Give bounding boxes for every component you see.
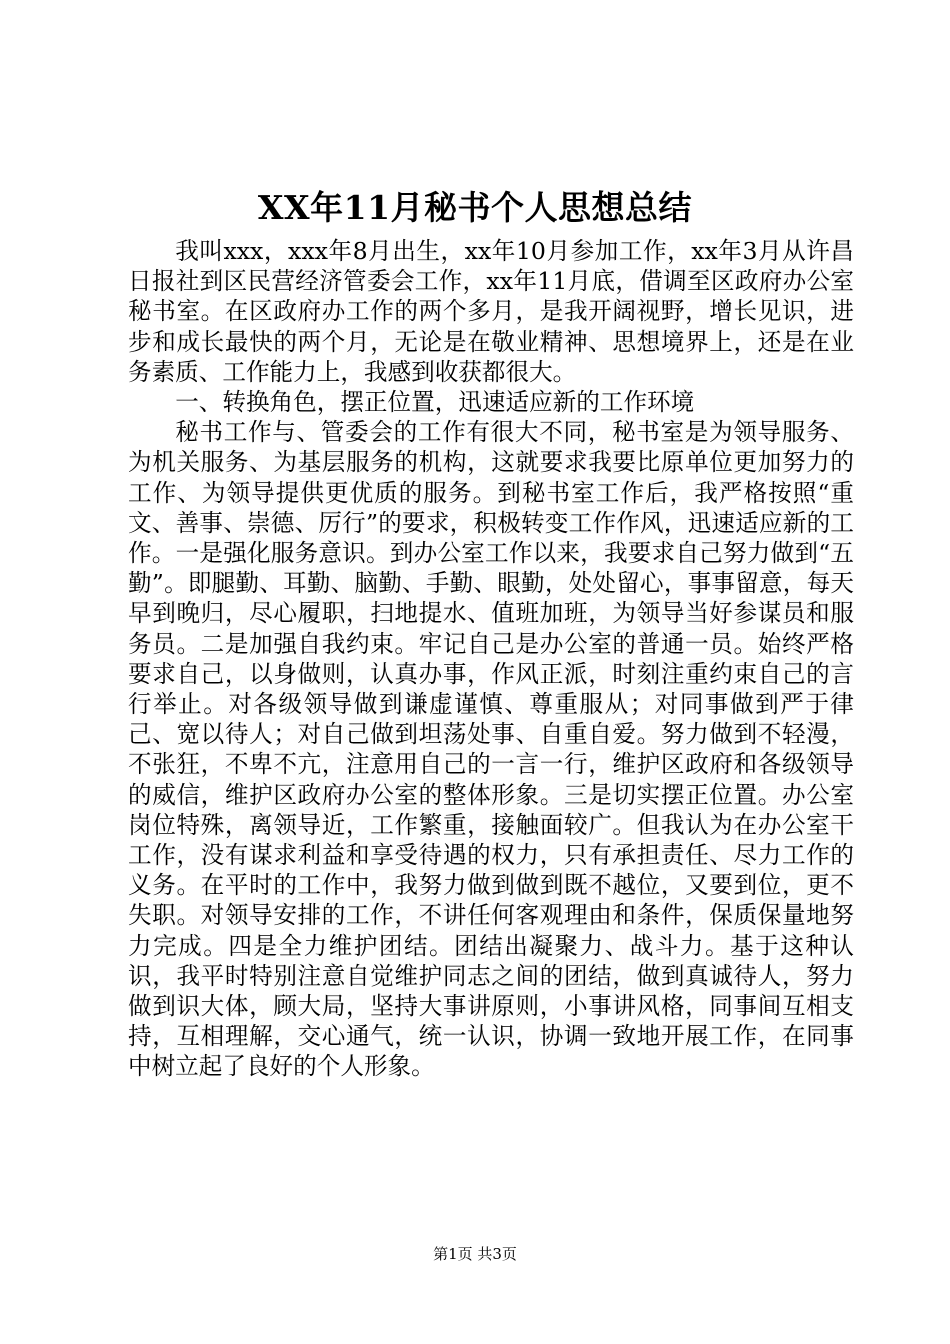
paragraph-intro: 我叫xxx，xxx年8月出生，xx年10月参加工作，xx年3月从许昌日报社到区民营经济管委会工作，xx年11月底，借调至区政府办公室秘书室。在区政府办工作的两个多月，是我开阔视野，增长见识，进步和成长最快的两个月，无论是在敬业精神、思想境界上，还是在业务素质、工作能力上，我感到收获都很大。	[128, 237, 854, 386]
document-title: XX年11月秘书个人思想总结	[257, 188, 693, 227]
document-body	[128, 236, 854, 1082]
section-heading: 一、转换角色，摆正位置，迅速适应新的工作环境	[175, 388, 695, 417]
paragraph-section-one: 秘书工作与、管委会的工作有很大不同，秘书室是为领导服务、为机关服务、为基层服务的机构，这就要求我要比原单位更加努力的工作、为领导提供更优质的服务。到秘书室工作后，我严格按照“重文、善事、崇德、厉行”的要求，积极转变工作作风，迅速适应新的工作。一是强化服务意识。到办公室工作以来，我要求自己努力做到“五勤”。即腿勤、耳勤、脑勤、手勤、眼勤，处处留心，事事留意，每天早到晚归，尽心履职，扫地提水、值班加班，为领导当好参谋员和服务员。二是加强自我约束。牢记自己是办公室的普通一员。始终严格要求自己，以身做则，认真办事，作风正派，时刻注重约束自己的言行举止。对各级领导做到谦虚谨慎、尊重服从；对同事做到严于律己、宽以待人；对自己做到坦荡处事、自重自爱。努力做到不轻漫，不张狂，不卑不亢，注意用自己的一言一行，维护区政府和各级领导的威信，维护区政府办公室的整体形象。三是切实摆正位置。办公室岗位特殊，离领导近，工作繁重，接触面较广。但我认为在办公室干工作，没有谋求利益和享受待遇的权力，只有承担责任、尽力工作的义务。在平时的工作中，我努力做到做到既不越位，又要到位，更不失职。对领导安排的工作，不讲任何客观理由和条件，保质保量地努力完成。四是全力维护团结。团结出凝聚力、战斗力。基于这种认识，我平时特别注意自觉维护同志之间的团结，做到真诚待人，努力做到识大体，顾大局，坚持大事讲原则，小事讲风格，同事间互相支持，互相理解，交心通气，统一认识，协调一致地开展工作，在同事中树立起了良好的个人形象。	[128, 418, 854, 1081]
page-number-footer: 第1页 共3页	[433, 1245, 517, 1263]
